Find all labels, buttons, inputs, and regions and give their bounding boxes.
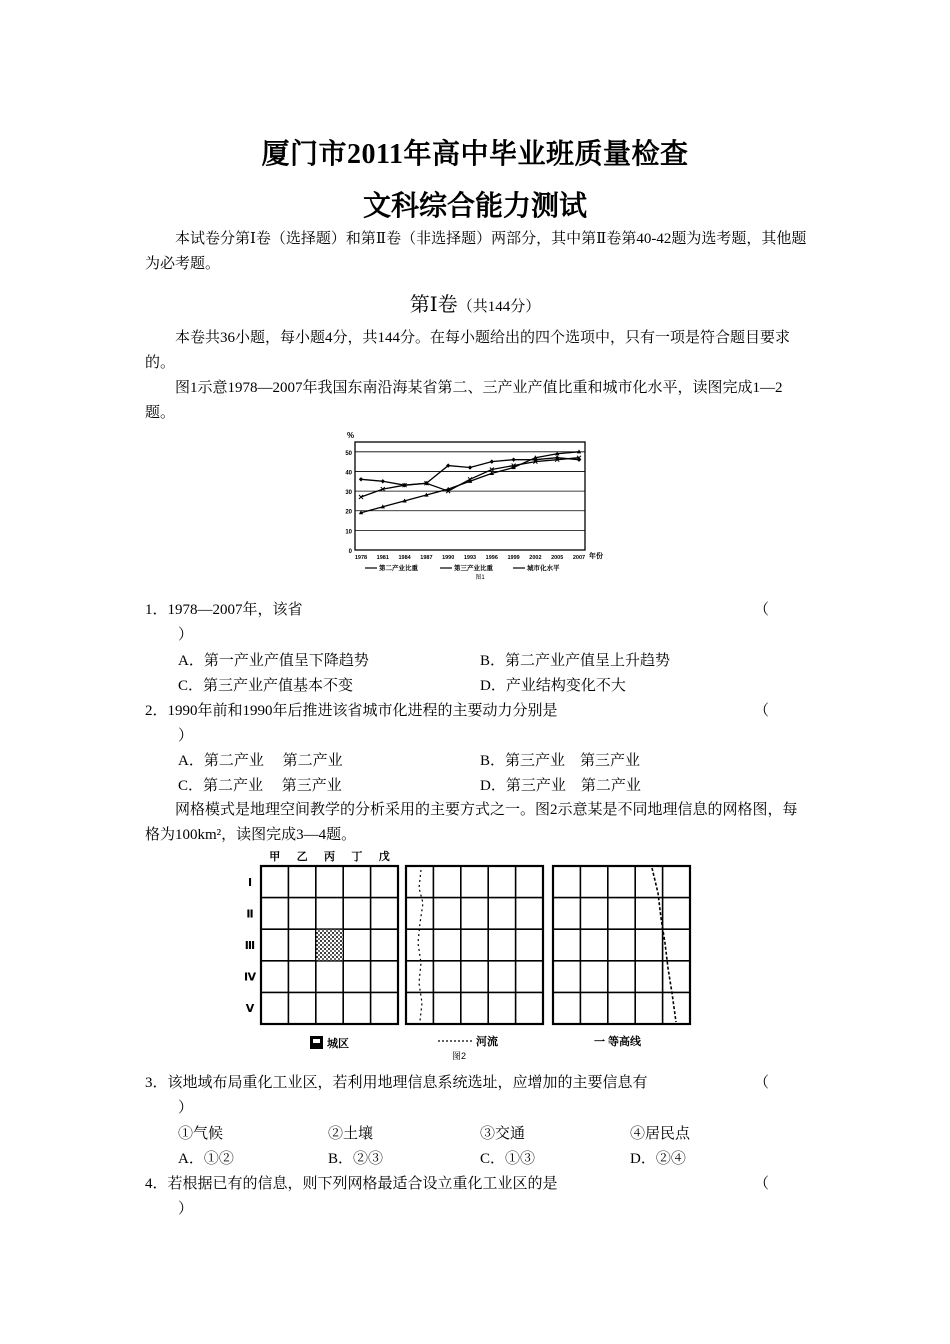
city-area-cell xyxy=(316,929,343,961)
q2-option-b[interactable]: B．第三产业 第三产业 xyxy=(480,753,641,769)
y-unit-label: % xyxy=(347,431,355,440)
q2-answer-paren-open: （ xyxy=(754,703,770,719)
grid-row-label: Ⅳ xyxy=(243,971,257,984)
q4-answer-paren-open: （ xyxy=(754,1176,770,1192)
q3-item-1: ①气候 xyxy=(178,1126,224,1142)
contour-line xyxy=(652,868,676,1022)
data-point xyxy=(381,479,385,483)
grid-column-label: 丁 xyxy=(351,851,363,863)
intro-paragraph: 本试卷分第Ⅰ卷（选择题）和第Ⅱ卷（非选择题）两部分，其中第Ⅱ卷第40-42题为选考题，其他题为必考题。 xyxy=(145,231,807,272)
y-tick-label: 0 xyxy=(348,549,352,555)
q1-option-c[interactable]: C．第三产业产值基本不变 xyxy=(178,678,354,694)
grid-column-label: 戊 xyxy=(378,851,390,863)
x-tick-label: 1978 xyxy=(354,555,368,561)
grid-row-label: Ⅲ xyxy=(244,940,256,952)
data-point xyxy=(468,465,472,469)
x-tick-label: 1990 xyxy=(442,555,455,561)
q3-item-4: ④居民点 xyxy=(630,1126,691,1142)
grid-map-river xyxy=(406,866,543,1024)
figure2-lead: 网格模式是地理空间教学的分析采用的主要方式之一。图2示意某是不同地理信息的网格图，每格为100km²，读图完成3—4题。 xyxy=(145,802,798,843)
y-tick-label: 20 xyxy=(345,509,352,516)
q3-answer-paren-open: （ xyxy=(754,1075,770,1091)
x-tick-label: 1999 xyxy=(507,555,520,561)
grid-column-label: 丙 xyxy=(324,851,335,863)
q2-option-a[interactable]: A．第二产业 第二产业 xyxy=(178,753,343,769)
y-tick-label: 40 xyxy=(345,470,352,477)
q2-option-d[interactable]: D．第三产业 第二产业 xyxy=(480,778,641,794)
x-tick-label: 2007 xyxy=(572,555,586,561)
y-tick-label: 30 xyxy=(345,490,352,497)
q1-answer-paren-close: ） xyxy=(178,627,194,643)
figure2-caption: 图2 xyxy=(452,1051,467,1061)
x-tick-label: 1981 xyxy=(376,555,389,561)
q3-item-3: ③交通 xyxy=(480,1126,526,1142)
q1-option-d[interactable]: D．产业结构变化不大 xyxy=(480,678,626,694)
data-point xyxy=(359,477,363,481)
legend-city-label: 城区 xyxy=(327,1038,349,1050)
q2-stem: 2．1990年前和1990年后推进该省城市化进程的主要动力分别是 xyxy=(145,703,558,719)
grid-map-contour xyxy=(553,866,690,1024)
legend-contour xyxy=(594,1034,642,1048)
x-tick-label: 2005 xyxy=(551,555,564,561)
y-tick-label: 10 xyxy=(345,529,352,536)
q3-item-2: ②土壤 xyxy=(328,1126,374,1142)
legend-river xyxy=(438,1034,498,1061)
figure2-grid-maps xyxy=(240,848,700,1063)
data-point xyxy=(511,457,515,461)
x-axis-label: 年份 xyxy=(589,553,603,560)
legend-label: 城市化水平 xyxy=(527,565,560,572)
q2-option-c[interactable]: C．第二产业 第三产业 xyxy=(178,778,342,794)
grid-row-label: Ⅴ xyxy=(245,1003,255,1016)
grid-column-label: 乙 xyxy=(296,851,308,863)
q3-stem: 3．该地域布局重化工业区，若利用地理信息系统选址，应增加的主要信息有 xyxy=(145,1075,648,1091)
legend-label: 第二产业比重 xyxy=(379,565,418,572)
x-tick-label: 1987 xyxy=(420,555,433,561)
q3-option-b[interactable]: B．②③ xyxy=(328,1151,384,1167)
figure1-lead: 图1示意1978—2007年我国东南沿海某省第二、三产业产值比重和城市化水平，读图完成1—2题。 xyxy=(145,380,783,421)
q4-answer-paren-close: ） xyxy=(178,1201,194,1217)
legend-label: 第三产业比重 xyxy=(454,565,493,572)
q1-option-b[interactable]: B．第二产业产值呈上升趋势 xyxy=(480,653,671,669)
grid-row-label: Ⅰ xyxy=(247,876,253,889)
q3-answer-paren-close: ） xyxy=(178,1100,194,1116)
grid-column-label: 甲 xyxy=(269,851,281,863)
legend-contour-label: 一 等高线 xyxy=(594,1036,642,1048)
x-tick-label: 2002 xyxy=(529,555,542,561)
legend-city xyxy=(310,1036,349,1050)
y-tick-label: 50 xyxy=(345,450,352,457)
section-score-note: （共144分） xyxy=(457,299,541,315)
grid-row-label: Ⅱ xyxy=(246,908,254,921)
figure1-line-chart xyxy=(335,428,625,593)
section-title-text: 第Ⅰ卷 xyxy=(409,294,458,316)
q1-option-a[interactable]: A．第一产业产值呈下降趋势 xyxy=(178,653,369,669)
legend-river-label: 河流 xyxy=(476,1036,498,1048)
q1-answer-paren-open: （ xyxy=(754,602,770,618)
river-line xyxy=(418,870,423,1021)
section-instructions: 本卷共36小题，每小题4分，共144分。在每小题给出的四个选项中，只有一项是符合题目要求的。 xyxy=(145,330,791,371)
q3-option-c[interactable]: C．①③ xyxy=(480,1151,536,1167)
q3-option-a[interactable]: A．①② xyxy=(178,1151,234,1167)
x-tick-label: 1993 xyxy=(463,555,477,561)
figure1-caption: 图1 xyxy=(475,575,485,581)
exam-title: 厦门市2011年高中毕业班质量检查 xyxy=(261,139,689,170)
section-title xyxy=(0,288,950,317)
q4-stem: 4．若根据已有的信息，则下列网格最适合设立重化工业区的是 xyxy=(145,1176,558,1192)
exam-subtitle: 文科综合能力测试 xyxy=(362,191,587,222)
x-tick-label: 1984 xyxy=(398,555,411,561)
x-tick-label: 1996 xyxy=(485,555,498,561)
q2-answer-paren-close: ） xyxy=(178,728,194,744)
data-point xyxy=(490,459,494,463)
q3-option-d[interactable]: D．②④ xyxy=(630,1151,686,1167)
grid-map-city xyxy=(261,866,398,1024)
q1-stem: 1．1978—2007年，该省 xyxy=(145,602,303,618)
